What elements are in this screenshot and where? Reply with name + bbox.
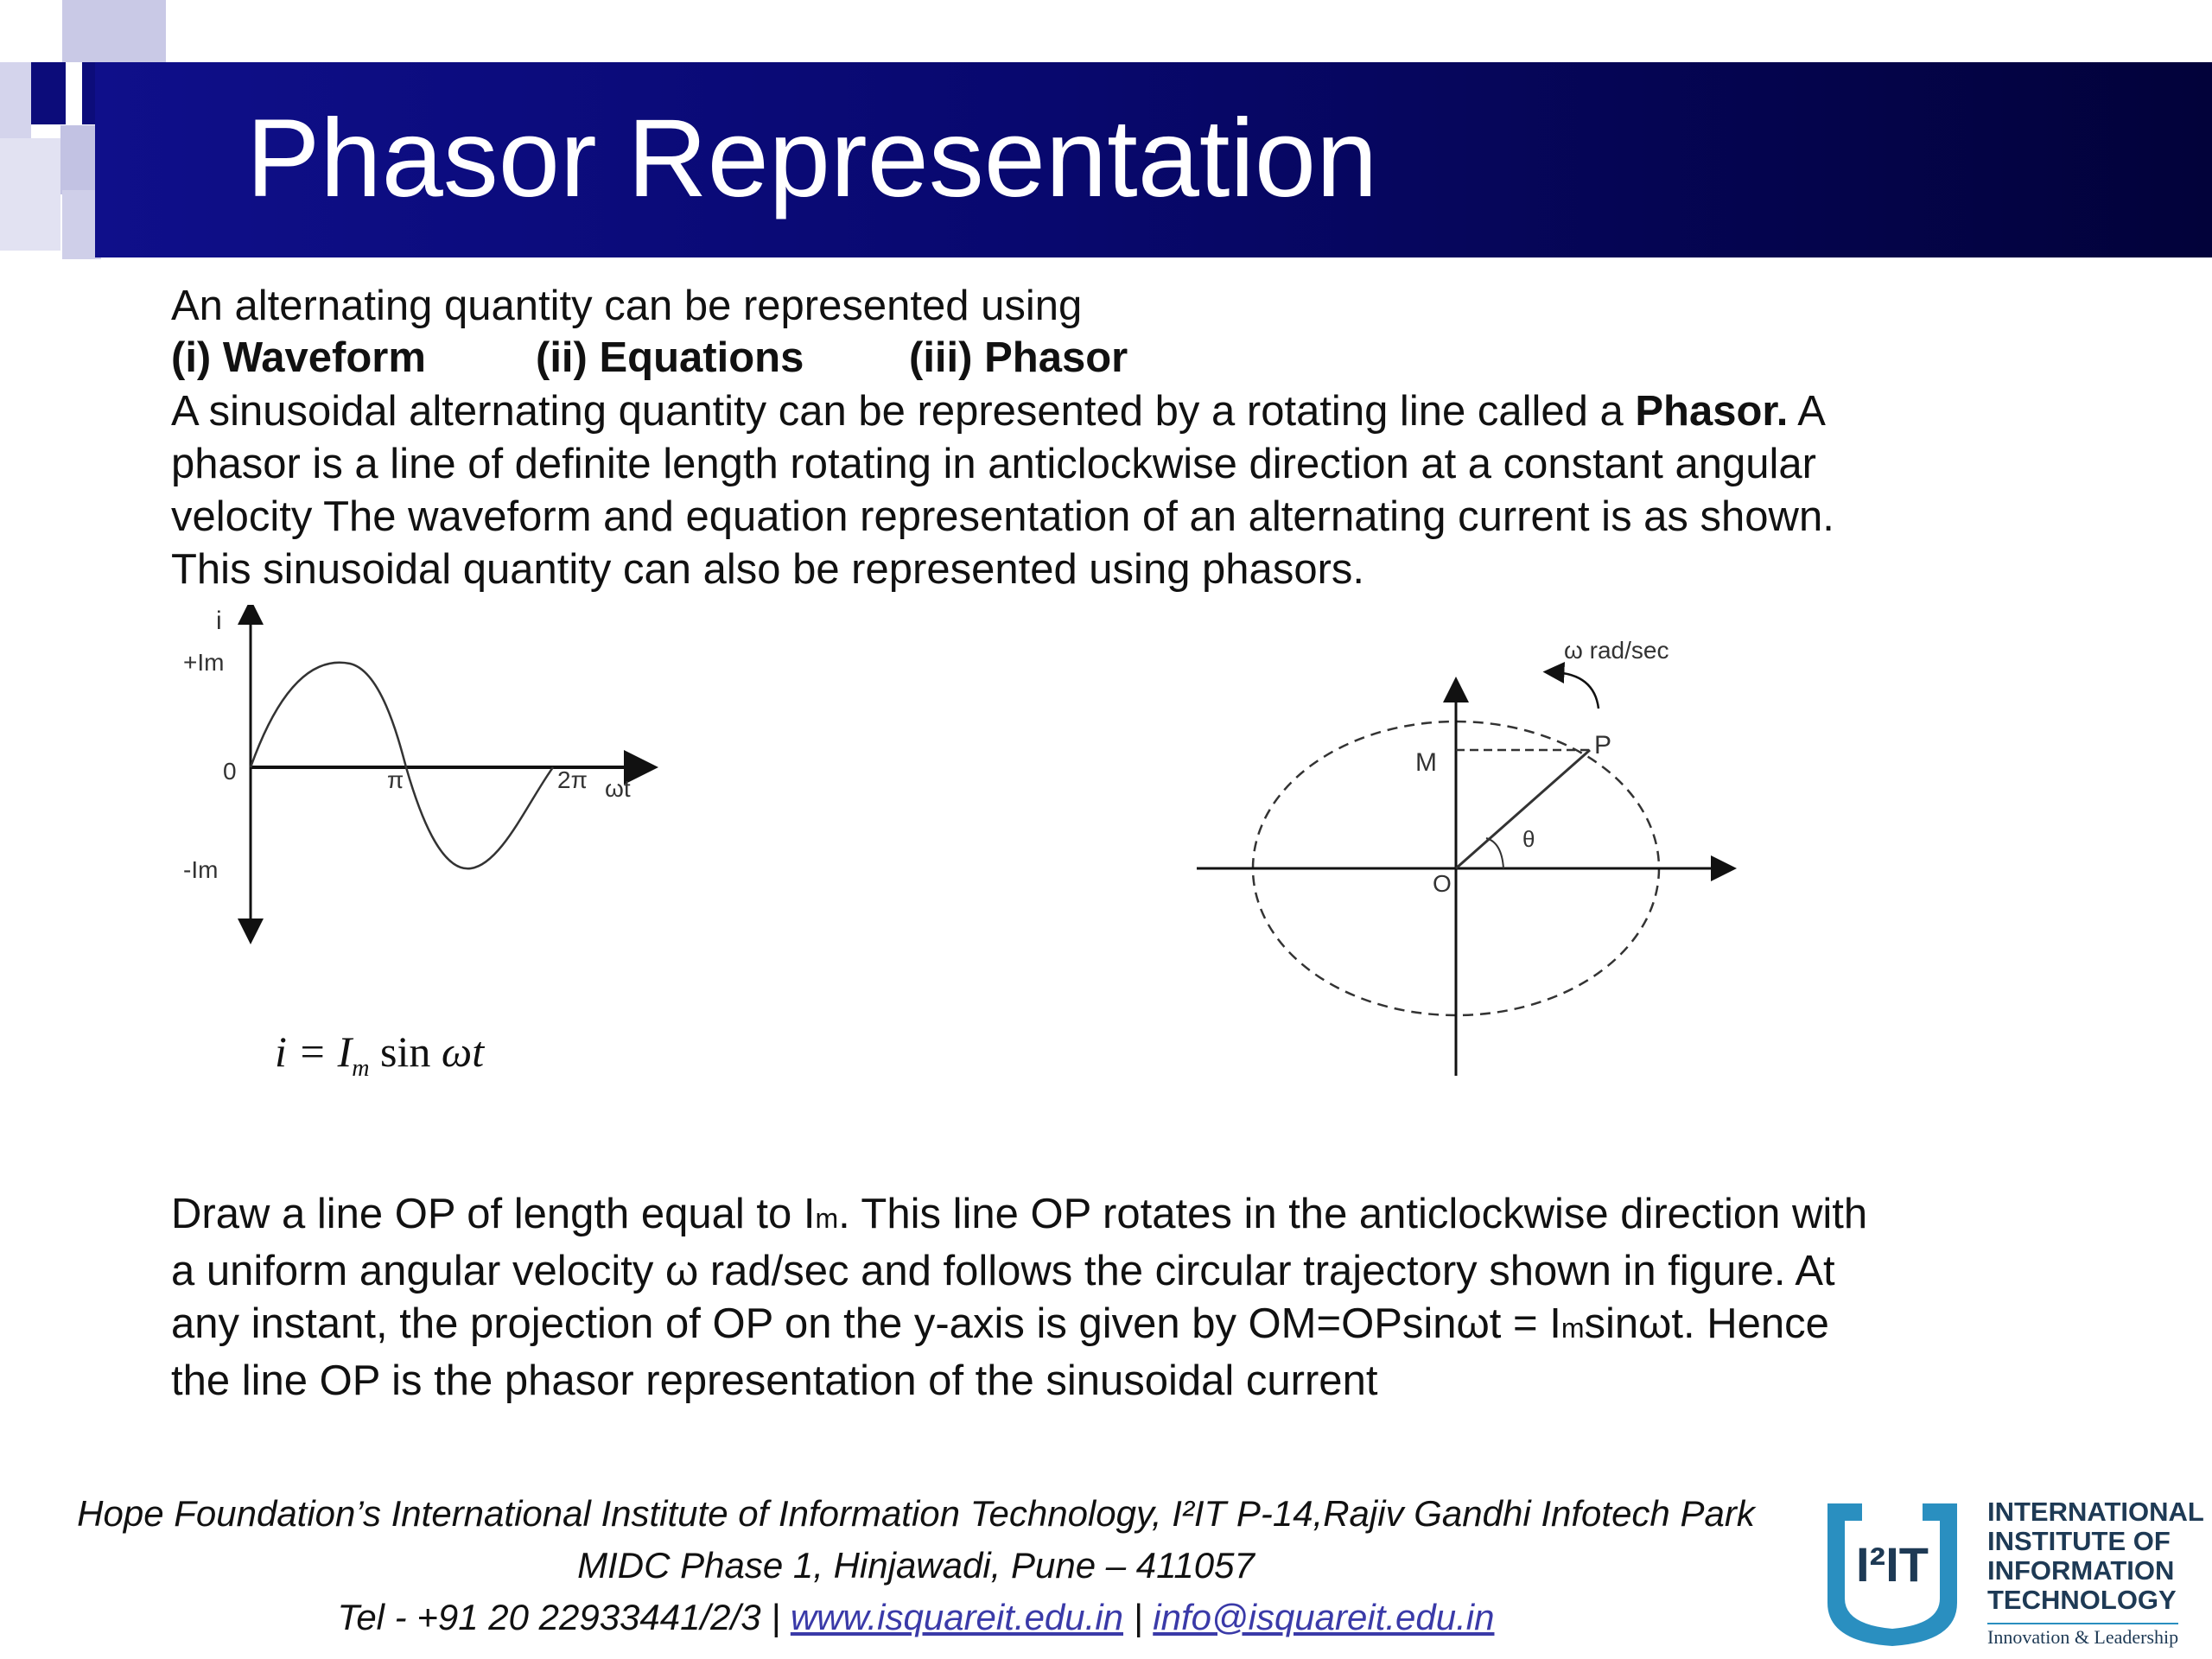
intro-text: An alternating quantity can be represented using xyxy=(171,283,1083,329)
theta-arc xyxy=(1486,838,1503,868)
logo-tagline: Innovation & Leadership xyxy=(1987,1623,2178,1649)
footer-website-link[interactable]: www.isquareit.edu.in xyxy=(790,1597,1124,1637)
footer-address-line1: Hope Foundation’s International Institute of Information Technology, I²IT P-14,Rajiv Gandhi Infotech Park xyxy=(77,1493,1755,1534)
waveform-2pi: 2π xyxy=(557,766,588,793)
waveform-plus-im: +Im xyxy=(183,649,225,676)
omega-label: ω rad/sec xyxy=(1564,637,1669,664)
rotation-arrow xyxy=(1554,672,1599,709)
footer-email-link[interactable]: info@isquareit.edu.in xyxy=(1153,1597,1495,1637)
logo-mark: I²IT xyxy=(1856,1537,1929,1592)
waveform-zero: 0 xyxy=(223,758,237,785)
origin-label: O xyxy=(1433,870,1452,897)
representation-phasor: (iii) Phasor xyxy=(909,334,1128,381)
phasor-term: Phasor. xyxy=(1635,388,1789,435)
page-title: Phasor Representation xyxy=(246,97,1378,220)
representation-list xyxy=(171,332,1986,385)
phasor-diagram xyxy=(1184,622,1737,1089)
current-equation: $i = I_m$ sin ωt xyxy=(275,1027,485,1082)
theta-label: θ xyxy=(1522,826,1535,852)
phasor-explanation-paragraph: Draw a line OP of length equal to Im. This line OP rotates in the anticlockwise direction with a uniform angular velocity ω rad/sec and follows the circular trajectory shown in figure. At any instant, the projection of OP on the y-axis is given by OM=OPsinωt = Imsinωt. Hence the line OP is the phasor representation of the sinusoidal current xyxy=(171,1191,1868,1404)
logo-wordmark: INTERNATIONAL INSTITUTE OF INFORMATION TECHNOLOGY xyxy=(1987,1497,2204,1615)
waveform-diagram xyxy=(164,605,665,950)
footer-tel: Tel - +91 20 22933441/2/3 | xyxy=(337,1597,791,1637)
institute-logo xyxy=(1819,1495,1966,1650)
representation-waveform: (i) Waveform xyxy=(171,334,426,381)
p-label: P xyxy=(1594,731,1612,760)
waveform-x-label: ωt xyxy=(605,775,631,802)
footer-contact-line: Tel - +91 20 22933441/2/3 | www.isquareit.edu.in | info@isquareit.edu.in xyxy=(337,1597,1495,1637)
waveform-pi: π xyxy=(387,766,404,793)
representation-equations: (ii) Equations xyxy=(536,334,804,381)
footer-address-line2: MIDC Phase 1, Hinjawadi, Pune – 411057 xyxy=(577,1545,1255,1586)
m-label: M xyxy=(1415,748,1437,777)
waveform-minus-im: -Im xyxy=(183,856,219,883)
phasor-definition-paragraph: A sinusoidal alternating quantity can be represented by a rotating line called a Phasor. A phasor is a line of definite length rotating in anticlockwise direction at a constant angular velocity The waveform and equation representation of an alternating current is as shown. This sinusoidal quantity can also be represented using phasors. xyxy=(171,388,1834,593)
waveform-y-label: i xyxy=(216,607,222,635)
